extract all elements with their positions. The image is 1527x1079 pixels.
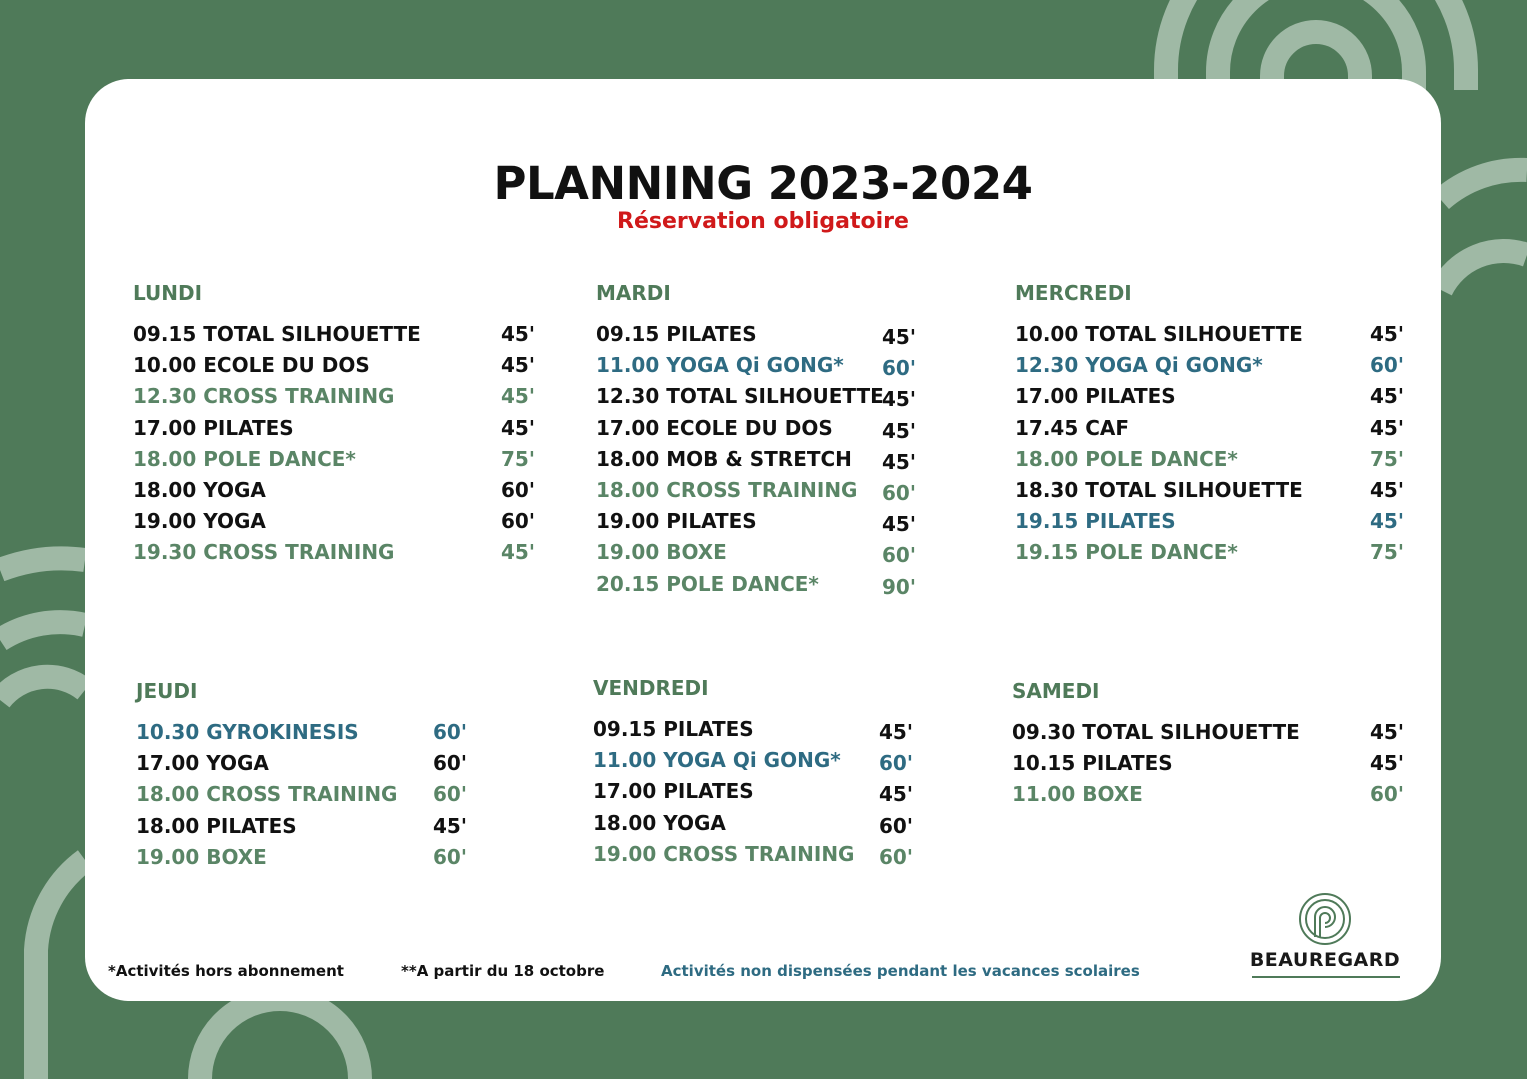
session-duration: 60' (433, 844, 467, 869)
session-duration: 60' (501, 477, 535, 502)
session-label: 20.15 POLE DANCE* (596, 571, 819, 596)
session-label: 10.00 TOTAL SILHOUETTE (1015, 322, 1303, 346)
session-duration: 60' (879, 813, 913, 838)
day-heading: VENDREDI (593, 676, 709, 700)
session-row (1015, 444, 1405, 475)
session-label: 18.00 YOGA (593, 810, 726, 835)
session-duration: 60' (433, 720, 467, 744)
session-row (596, 350, 926, 381)
page-title: PLANNING 2023-2024 (493, 157, 1033, 210)
session-duration: 60' (501, 509, 535, 534)
session-duration: 60' (882, 356, 916, 381)
session-row (1015, 506, 1405, 537)
session-duration: 45' (882, 418, 916, 443)
session-duration: 45' (1370, 477, 1404, 502)
session-row (136, 811, 471, 842)
footnote-vacances: Activités non dispensées pendant les vacances scolaires (661, 962, 1140, 980)
session-row (1012, 779, 1405, 810)
session-row (1015, 350, 1405, 381)
session-label: 18.00 CROSS TRAINING (136, 782, 398, 807)
session-row (596, 444, 926, 475)
session-list (136, 717, 471, 873)
session-row (133, 319, 543, 350)
session-row (133, 537, 543, 568)
session-row (133, 444, 543, 475)
logo-text: BEAUREGARD (1249, 949, 1401, 971)
session-label: 10.30 GYROKINESIS (136, 720, 359, 744)
session-row (136, 779, 471, 810)
session-duration: 45' (1370, 322, 1404, 346)
session-row (1012, 717, 1405, 748)
session-duration: 45' (1370, 509, 1404, 534)
beauregard-logo-icon (1249, 891, 1401, 947)
session-duration: 45' (1370, 720, 1404, 744)
session-label: 17.45 CAF (1015, 415, 1130, 440)
session-label: 18.30 TOTAL SILHOUETTE (1015, 477, 1303, 502)
session-label: 19.00 YOGA (133, 509, 266, 534)
session-duration: 60' (1370, 782, 1404, 807)
session-duration: 75' (1370, 540, 1404, 565)
session-label: 12.30 YOGA Qi GONG* (1015, 353, 1263, 378)
session-row (596, 381, 926, 412)
session-row (136, 842, 471, 873)
session-label: 17.00 PILATES (133, 415, 294, 440)
session-row (596, 537, 926, 568)
session-duration: 45' (879, 782, 913, 807)
session-label: 18.00 POLE DANCE* (133, 446, 356, 471)
session-label: 10.00 ECOLE DU DOS (133, 353, 370, 378)
logo-underline (1252, 976, 1400, 978)
session-row (133, 413, 543, 444)
session-row (133, 381, 543, 412)
session-row (136, 717, 471, 748)
footnote-hors-abonnement: *Activités hors abonnement (108, 962, 344, 980)
session-label: 19.00 BOXE (596, 540, 727, 565)
day-vendredi (593, 673, 923, 870)
session-row (1015, 319, 1405, 350)
session-row (596, 413, 926, 444)
session-label: 10.15 PILATES (1012, 751, 1173, 776)
session-duration: 45' (1370, 751, 1404, 776)
session-label: 18.00 MOB & STRETCH (596, 446, 852, 471)
page-subtitle: Réservation obligatoire (617, 209, 909, 234)
session-list (133, 319, 543, 569)
session-row (1015, 413, 1405, 444)
session-label: 18.00 POLE DANCE* (1015, 446, 1238, 471)
session-duration: 90' (882, 574, 916, 599)
session-label: 18.00 PILATES (136, 813, 297, 838)
session-duration: 60' (882, 543, 916, 568)
session-label: 19.15 PILATES (1015, 509, 1176, 534)
session-duration: 75' (501, 446, 535, 471)
day-jeudi (136, 676, 471, 873)
session-label: 18.00 CROSS TRAINING (596, 477, 858, 502)
session-duration: 45' (501, 353, 535, 378)
session-list (596, 319, 926, 600)
session-duration: 60' (879, 844, 913, 869)
session-duration: 45' (882, 512, 916, 537)
session-row (596, 475, 926, 506)
session-label: 19.00 CROSS TRAINING (593, 841, 855, 866)
session-row (593, 839, 923, 870)
session-row (596, 319, 926, 350)
session-duration: 60' (1370, 353, 1404, 378)
session-duration: 75' (1370, 446, 1404, 471)
session-label: 19.00 PILATES (596, 509, 757, 534)
session-label: 17.00 ECOLE DU DOS (596, 415, 833, 440)
session-label: 09.30 TOTAL SILHOUETTE (1012, 720, 1300, 744)
session-row (1015, 475, 1405, 506)
schedule-card (85, 79, 1441, 1001)
day-heading: MARDI (596, 281, 671, 305)
session-label: 19.15 POLE DANCE* (1015, 540, 1238, 565)
day-mercredi (1015, 278, 1405, 569)
day-mardi (596, 278, 926, 600)
session-duration: 45' (1370, 415, 1404, 440)
session-label: 19.30 CROSS TRAINING (133, 540, 395, 565)
session-row (593, 745, 923, 776)
session-duration: 45' (501, 384, 535, 409)
session-row (1015, 537, 1405, 568)
session-label: 17.00 PILATES (1015, 384, 1176, 409)
session-label: 17.00 YOGA (136, 751, 269, 776)
session-duration: 45' (879, 720, 913, 744)
session-duration: 45' (501, 415, 535, 440)
session-duration: 45' (433, 813, 467, 838)
session-label: 12.30 CROSS TRAINING (133, 384, 395, 409)
day-samedi (1012, 676, 1405, 811)
session-duration: 60' (433, 751, 467, 776)
session-row (596, 506, 926, 537)
session-duration: 45' (1370, 384, 1404, 409)
day-heading: JEUDI (136, 679, 198, 703)
session-duration: 60' (879, 751, 913, 776)
beauregard-logo (1249, 891, 1401, 983)
session-row (133, 475, 543, 506)
session-row (136, 748, 471, 779)
day-heading: SAMEDI (1012, 679, 1100, 703)
session-list (1015, 319, 1405, 569)
session-duration: 45' (501, 322, 535, 346)
session-row (596, 569, 926, 600)
session-label: 17.00 PILATES (593, 779, 754, 804)
session-duration: 60' (433, 782, 467, 807)
session-row (593, 714, 923, 745)
session-row (593, 808, 923, 839)
session-label: 11.00 BOXE (1012, 782, 1143, 807)
session-label: 09.15 PILATES (593, 717, 754, 741)
session-duration: 45' (882, 449, 916, 474)
session-label: 18.00 YOGA (133, 477, 266, 502)
session-row (133, 350, 543, 381)
session-duration: 45' (882, 325, 916, 349)
footnote-date-start: **A partir du 18 octobre (401, 962, 605, 980)
session-label: 12.30 TOTAL SILHOUETTE (596, 384, 884, 409)
session-duration: 45' (501, 540, 535, 565)
session-row (1012, 748, 1405, 779)
session-row (133, 506, 543, 537)
day-heading: MERCREDI (1015, 281, 1132, 305)
session-row (593, 776, 923, 807)
session-duration: 60' (882, 480, 916, 505)
day-lundi (133, 278, 543, 569)
session-label: 11.00 YOGA Qi GONG* (596, 353, 844, 378)
session-label: 09.15 TOTAL SILHOUETTE (133, 322, 421, 346)
session-row (1015, 381, 1405, 412)
day-heading: LUNDI (133, 281, 203, 305)
session-duration: 45' (882, 387, 916, 412)
session-list (593, 714, 923, 870)
session-label: 09.15 PILATES (596, 322, 757, 346)
session-label: 11.00 YOGA Qi GONG* (593, 748, 841, 773)
session-label: 19.00 BOXE (136, 844, 267, 869)
session-list (1012, 717, 1405, 811)
